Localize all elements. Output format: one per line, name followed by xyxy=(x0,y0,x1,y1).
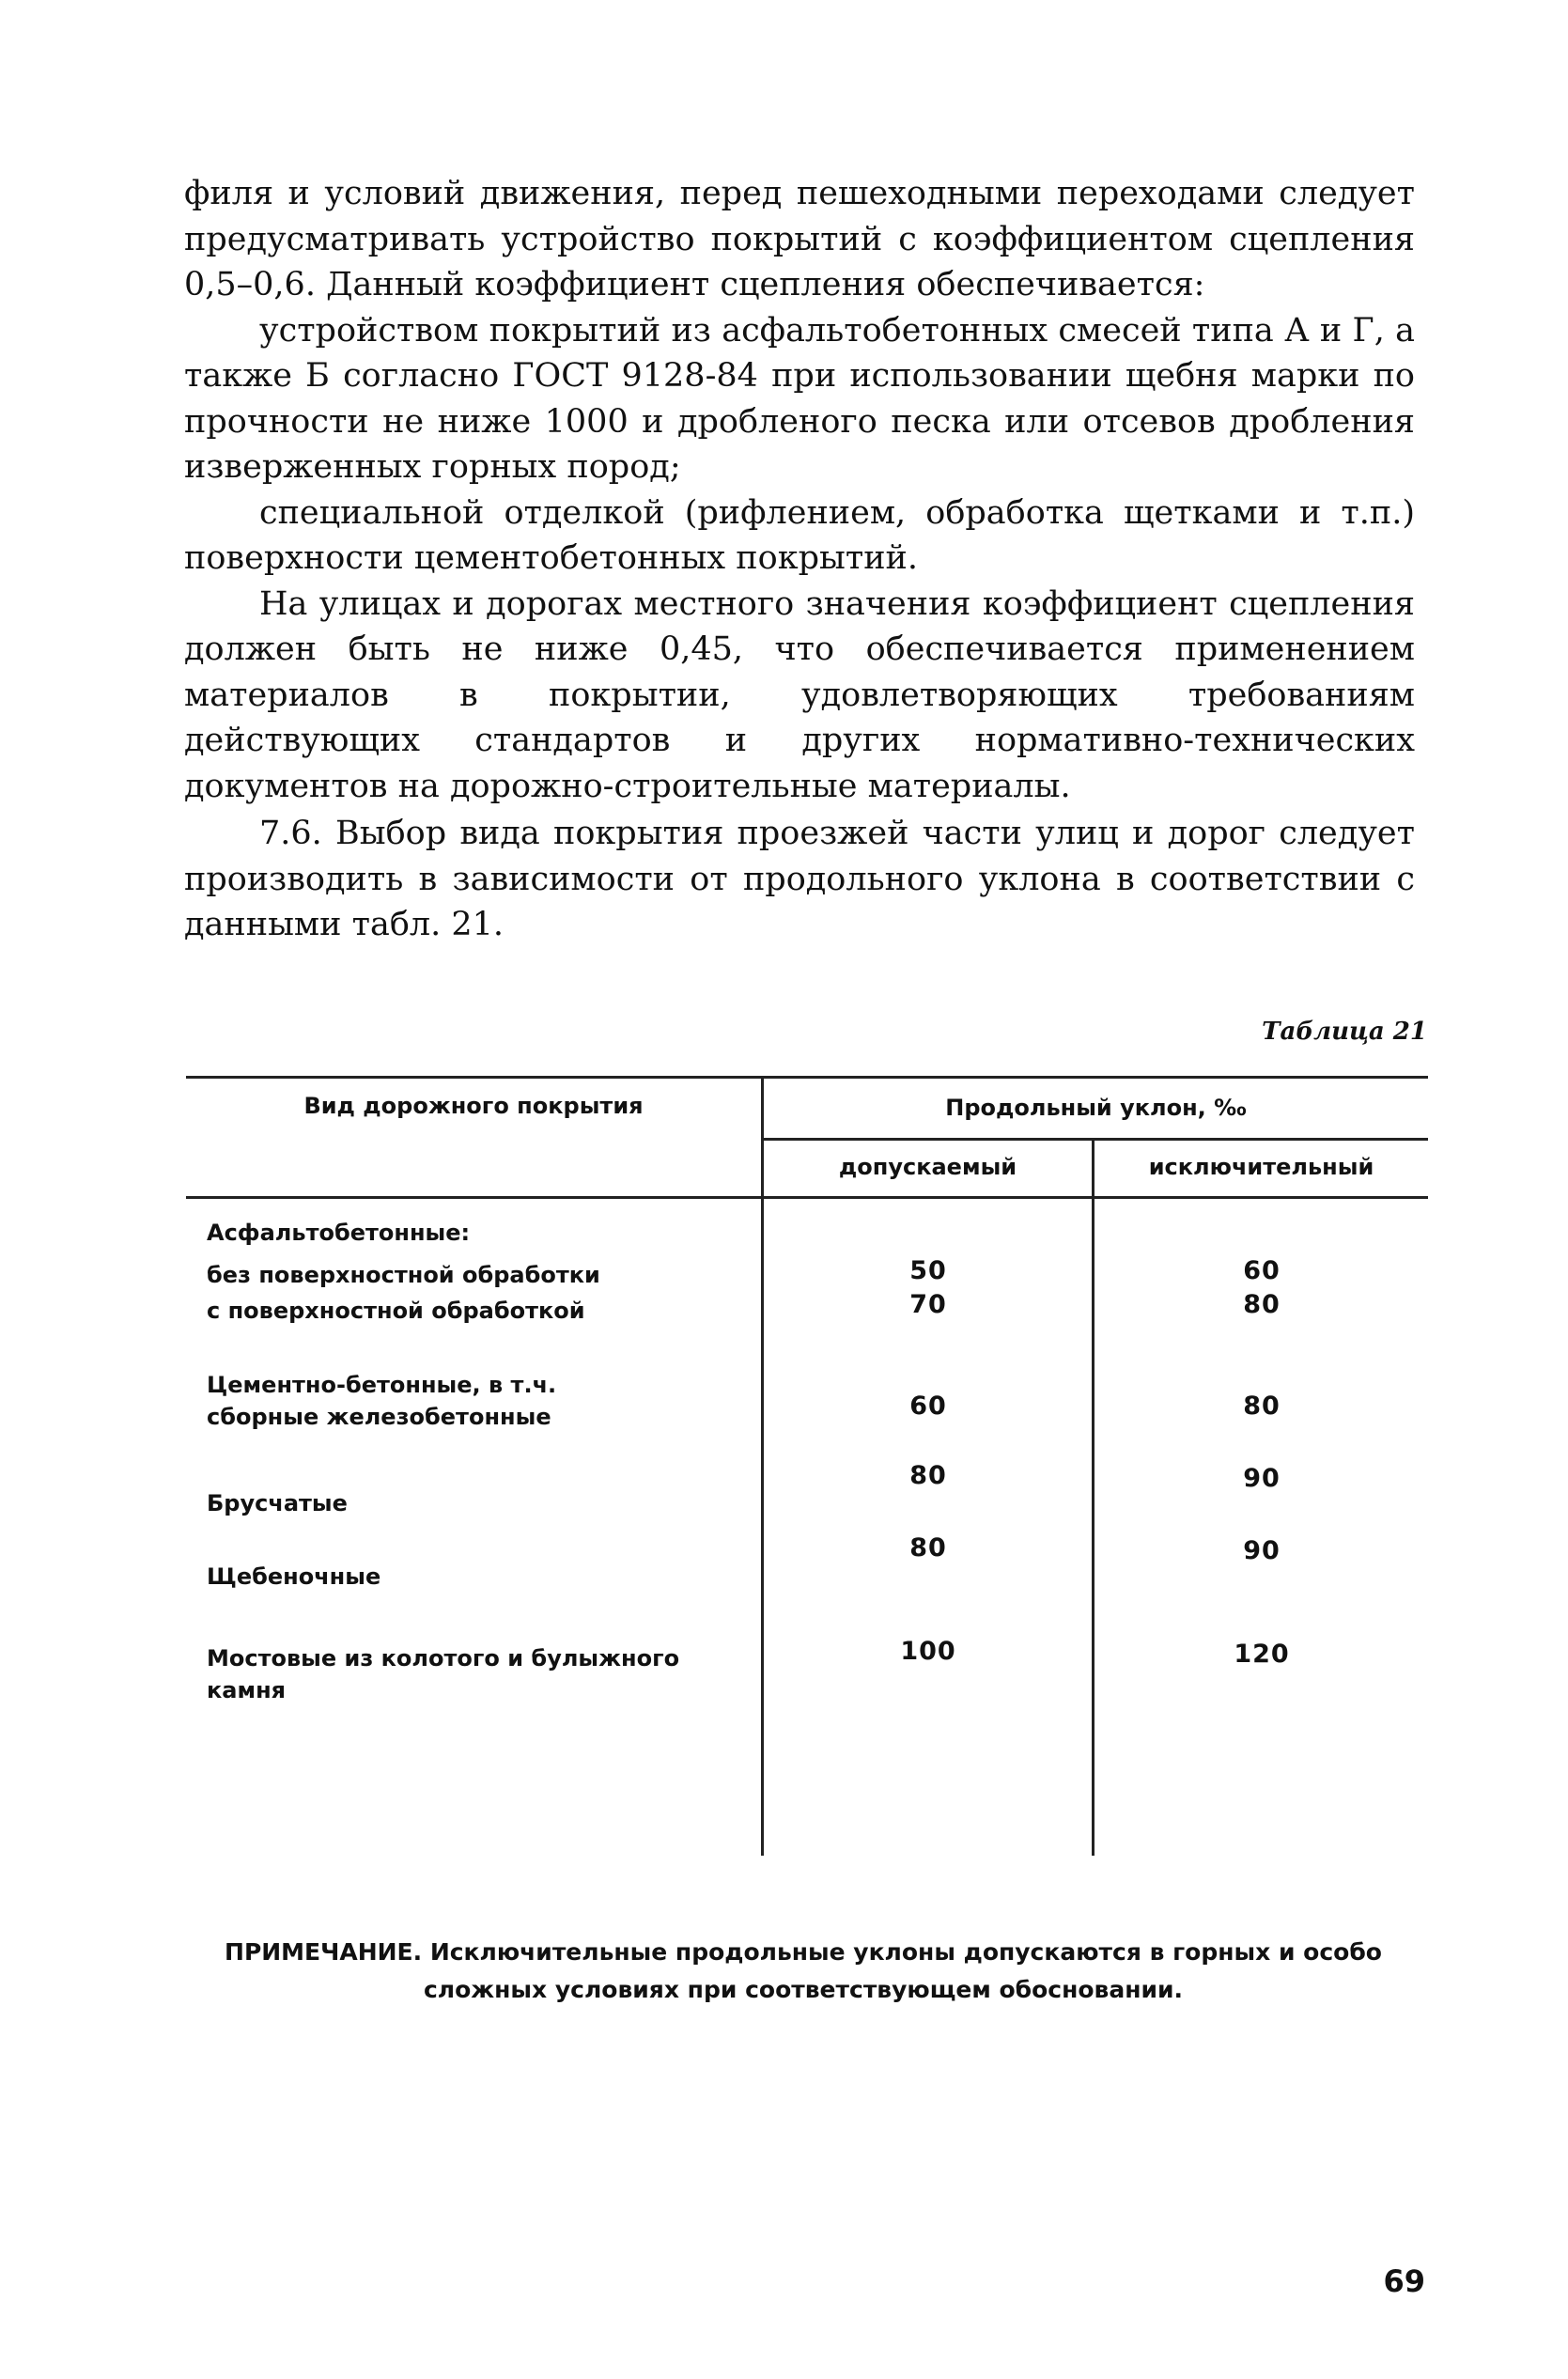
paragraph-special-finish: специальной отделкой (рифлением, обработка щетками и т.п.) поверхности цементобетонных покрытий. xyxy=(184,493,1415,577)
row-label: без поверхностной обработки xyxy=(207,1262,600,1288)
header-exceptional: исключительный xyxy=(1148,1154,1374,1180)
row-allowed-value: 80 xyxy=(909,1461,947,1490)
row-exceptional-value: 80 xyxy=(1243,1290,1281,1319)
row-exceptional-value: 60 xyxy=(1243,1256,1281,1285)
row-allowed-value: 80 xyxy=(909,1533,947,1563)
row-exceptional-value: 120 xyxy=(1234,1640,1290,1669)
row-label: Цементно-бетонные, в т.ч. сборные железобетонные xyxy=(207,1372,557,1430)
header-allowed: допускаемый xyxy=(838,1154,1017,1180)
table-vertical-rule-1 xyxy=(761,1076,764,1856)
row-exceptional-value: 90 xyxy=(1243,1536,1281,1565)
paragraph-asphalt-mixes: устройством покрытий из асфальтобетонных смесей типа А и Г, а также Б согласно ГОСТ 9128-84 при использовании щебня марки по прочности не ниже 1000 и дробленого песка или отсевов дробления изверженных горных пород; xyxy=(184,311,1415,486)
row-label: Брусчатые xyxy=(207,1490,348,1516)
table-caption: Таблица 21 xyxy=(1262,1018,1427,1046)
row-allowed-value: 70 xyxy=(909,1290,947,1319)
page-number: 69 xyxy=(1383,2263,1425,2299)
row-allowed-value: 50 xyxy=(909,1256,947,1285)
row-allowed-value: 100 xyxy=(900,1637,956,1666)
paragraph-continuation: филя и условий движения, перед пешеходными переходами следует предусматривать устройство покрытий с коэффициентом сцепления 0,5–0,6. Данный коэффициент сцепления обеспечивается: xyxy=(184,175,1415,303)
table-top-rule xyxy=(186,1076,1428,1079)
row-exceptional-value: 80 xyxy=(1243,1392,1281,1421)
header-longitudinal-slope: Продольный уклон, ‰ xyxy=(945,1095,1247,1121)
table-group-rule xyxy=(761,1138,1428,1141)
table-note: ПРИМЕЧАНИЕ. Исключительные продольные уклоны допускаются в горных и особо сложных условиях при соответствующем обосновании. xyxy=(225,1938,1382,2003)
row-label: с поверхностной обработкой xyxy=(207,1298,585,1324)
row-exceptional-value: 90 xyxy=(1243,1464,1281,1493)
group-label-asphalt: Асфальтобетонные: xyxy=(207,1220,471,1246)
slope-table xyxy=(186,1076,1428,1856)
row-label: Щебеночные xyxy=(207,1563,381,1590)
header-surface-type: Вид дорожного покрытия xyxy=(303,1093,644,1119)
paragraph-local-streets: На улицах и дорогах местного значения коэффициент сцепления должен быть не ниже 0,45, что обеспечивается применением материалов в покрытии, удовлетворяющих требованиям действующих стандартов и других нормативно-технических документов на дорожно-строительные материалы. xyxy=(184,584,1415,805)
row-label: Мостовые из колотого и булыжного камня xyxy=(207,1645,680,1703)
row-allowed-value: 60 xyxy=(909,1392,947,1421)
table-vertical-rule-2 xyxy=(1092,1138,1094,1856)
body-text xyxy=(184,171,1415,948)
table-header-bottom-rule xyxy=(186,1196,1428,1199)
paragraph-section-7-6: 7.6. Выбор вида покрытия проезжей части улиц и дорог следует производить в зависимости от продольного уклона в соответствии с данными табл. 21. xyxy=(184,815,1415,943)
